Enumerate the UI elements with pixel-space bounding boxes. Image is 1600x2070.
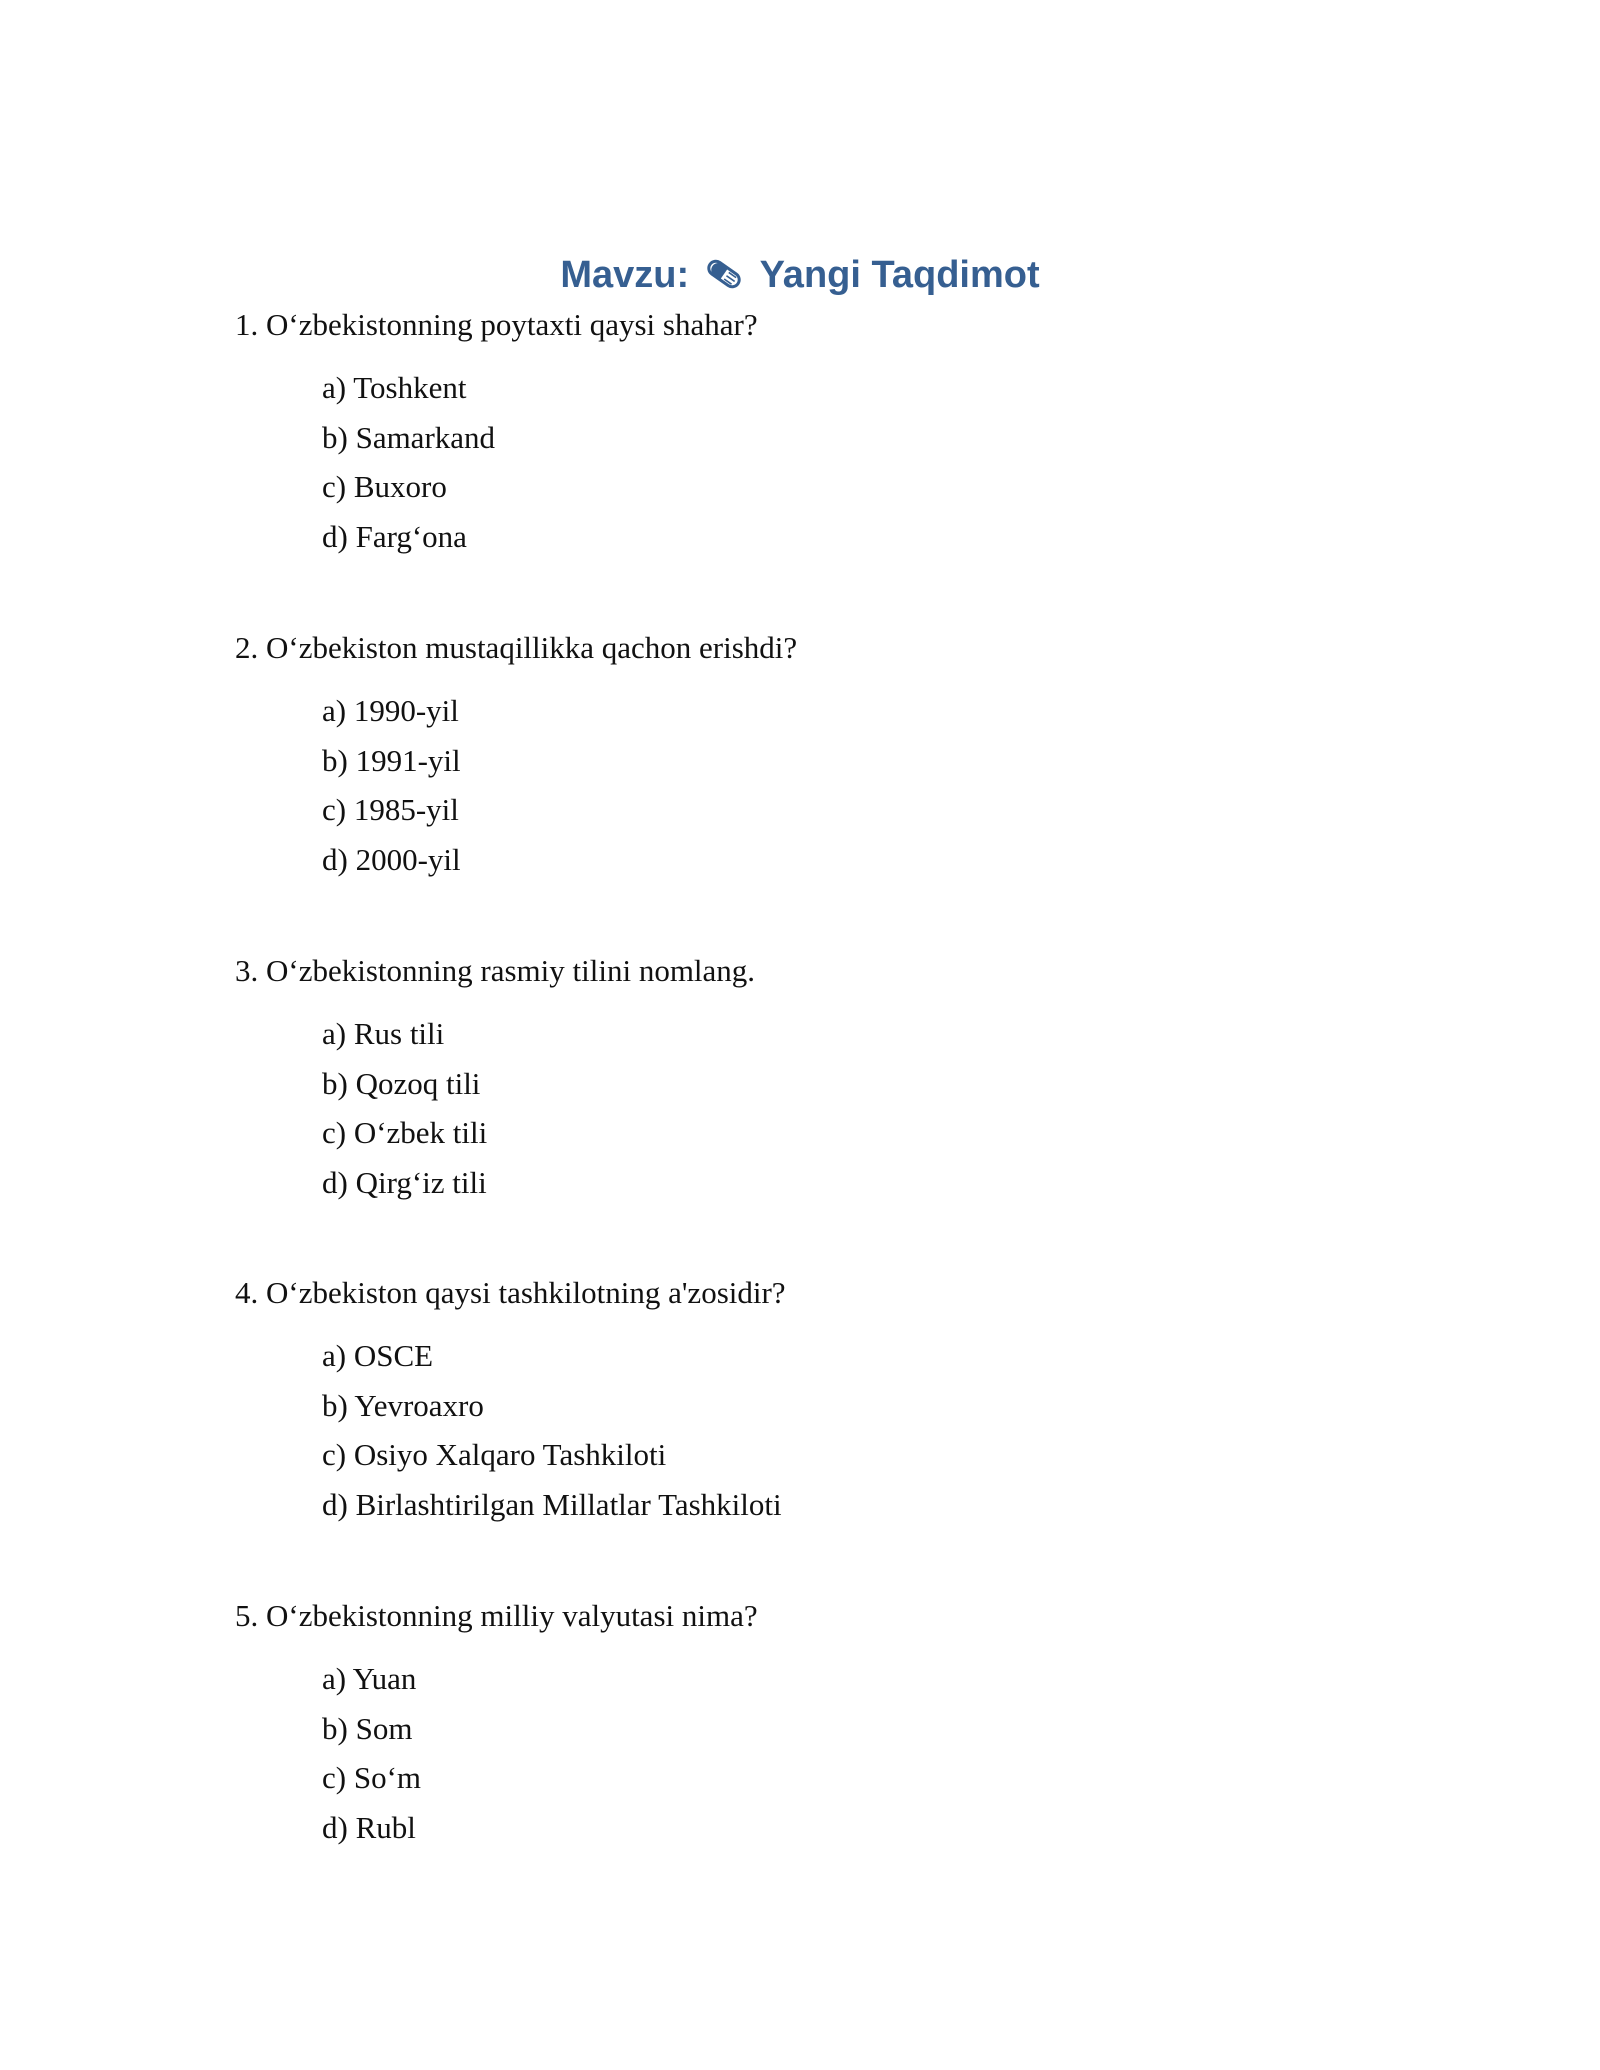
option-a: a) Rus tili: [322, 1016, 445, 1051]
option-c: c) 1985-yil: [322, 792, 459, 827]
question-text: 3. O‘zbekistonning rasmiy tilini nomlang.: [235, 953, 756, 988]
question-3: [235, 953, 1435, 1207]
options-list: [322, 363, 1435, 561]
title-text: Yangi Taqdimot: [759, 254, 1040, 296]
options-list: [322, 1009, 1435, 1207]
option-d: d) Qirg‘iz tili: [322, 1164, 487, 1200]
question-5: [235, 1598, 1435, 1852]
option-c: c) O‘zbek tili: [322, 1115, 488, 1150]
option-c: c) Buxoro: [322, 469, 447, 504]
option-b: b) Som: [322, 1710, 413, 1746]
option-d: d) Farg‘ona: [322, 518, 467, 554]
option-a: a) 1990-yil: [322, 693, 459, 728]
option-c: c) Osiyo Xalqaro Tashkiloti: [322, 1437, 667, 1472]
options-list: [322, 1331, 1435, 1529]
option-a: a) Toshkent: [322, 370, 467, 405]
option-d: d) 2000-yil: [322, 841, 461, 877]
options-list: [322, 1654, 1435, 1852]
question-text: 2. O‘zbekiston mustaqillikka qachon erishdi?: [235, 630, 798, 665]
option-b: b) Qozoq tili: [322, 1065, 481, 1101]
question-text: 4. O‘zbekiston qaysi tashkilotning a'zosidir?: [235, 1275, 786, 1310]
option-d: d) Rubl: [322, 1809, 416, 1845]
question-1: [235, 307, 1435, 561]
option-a: a) OSCE: [322, 1338, 434, 1373]
option-c: c) So‘m: [322, 1760, 422, 1795]
option-b: b) 1991-yil: [322, 742, 461, 778]
pill-capsule-icon: [704, 256, 744, 292]
option-b: b) Yevroaxro: [322, 1387, 484, 1423]
question-2: [235, 630, 1435, 884]
question-text: 1. O‘zbekistonning poytaxti qaysi shahar?: [235, 307, 758, 342]
options-list: [322, 686, 1435, 884]
page-title: [0, 252, 1600, 298]
title-prefix: Mavzu:: [560, 254, 690, 296]
question-text: 5. O‘zbekistonning milliy valyutasi nima?: [235, 1598, 758, 1633]
option-d: d) Birlashtirilgan Millatlar Tashkiloti: [322, 1486, 782, 1522]
question-4: [235, 1275, 1435, 1529]
option-b: b) Samarkand: [322, 419, 496, 455]
option-a: a) Yuan: [322, 1661, 417, 1696]
